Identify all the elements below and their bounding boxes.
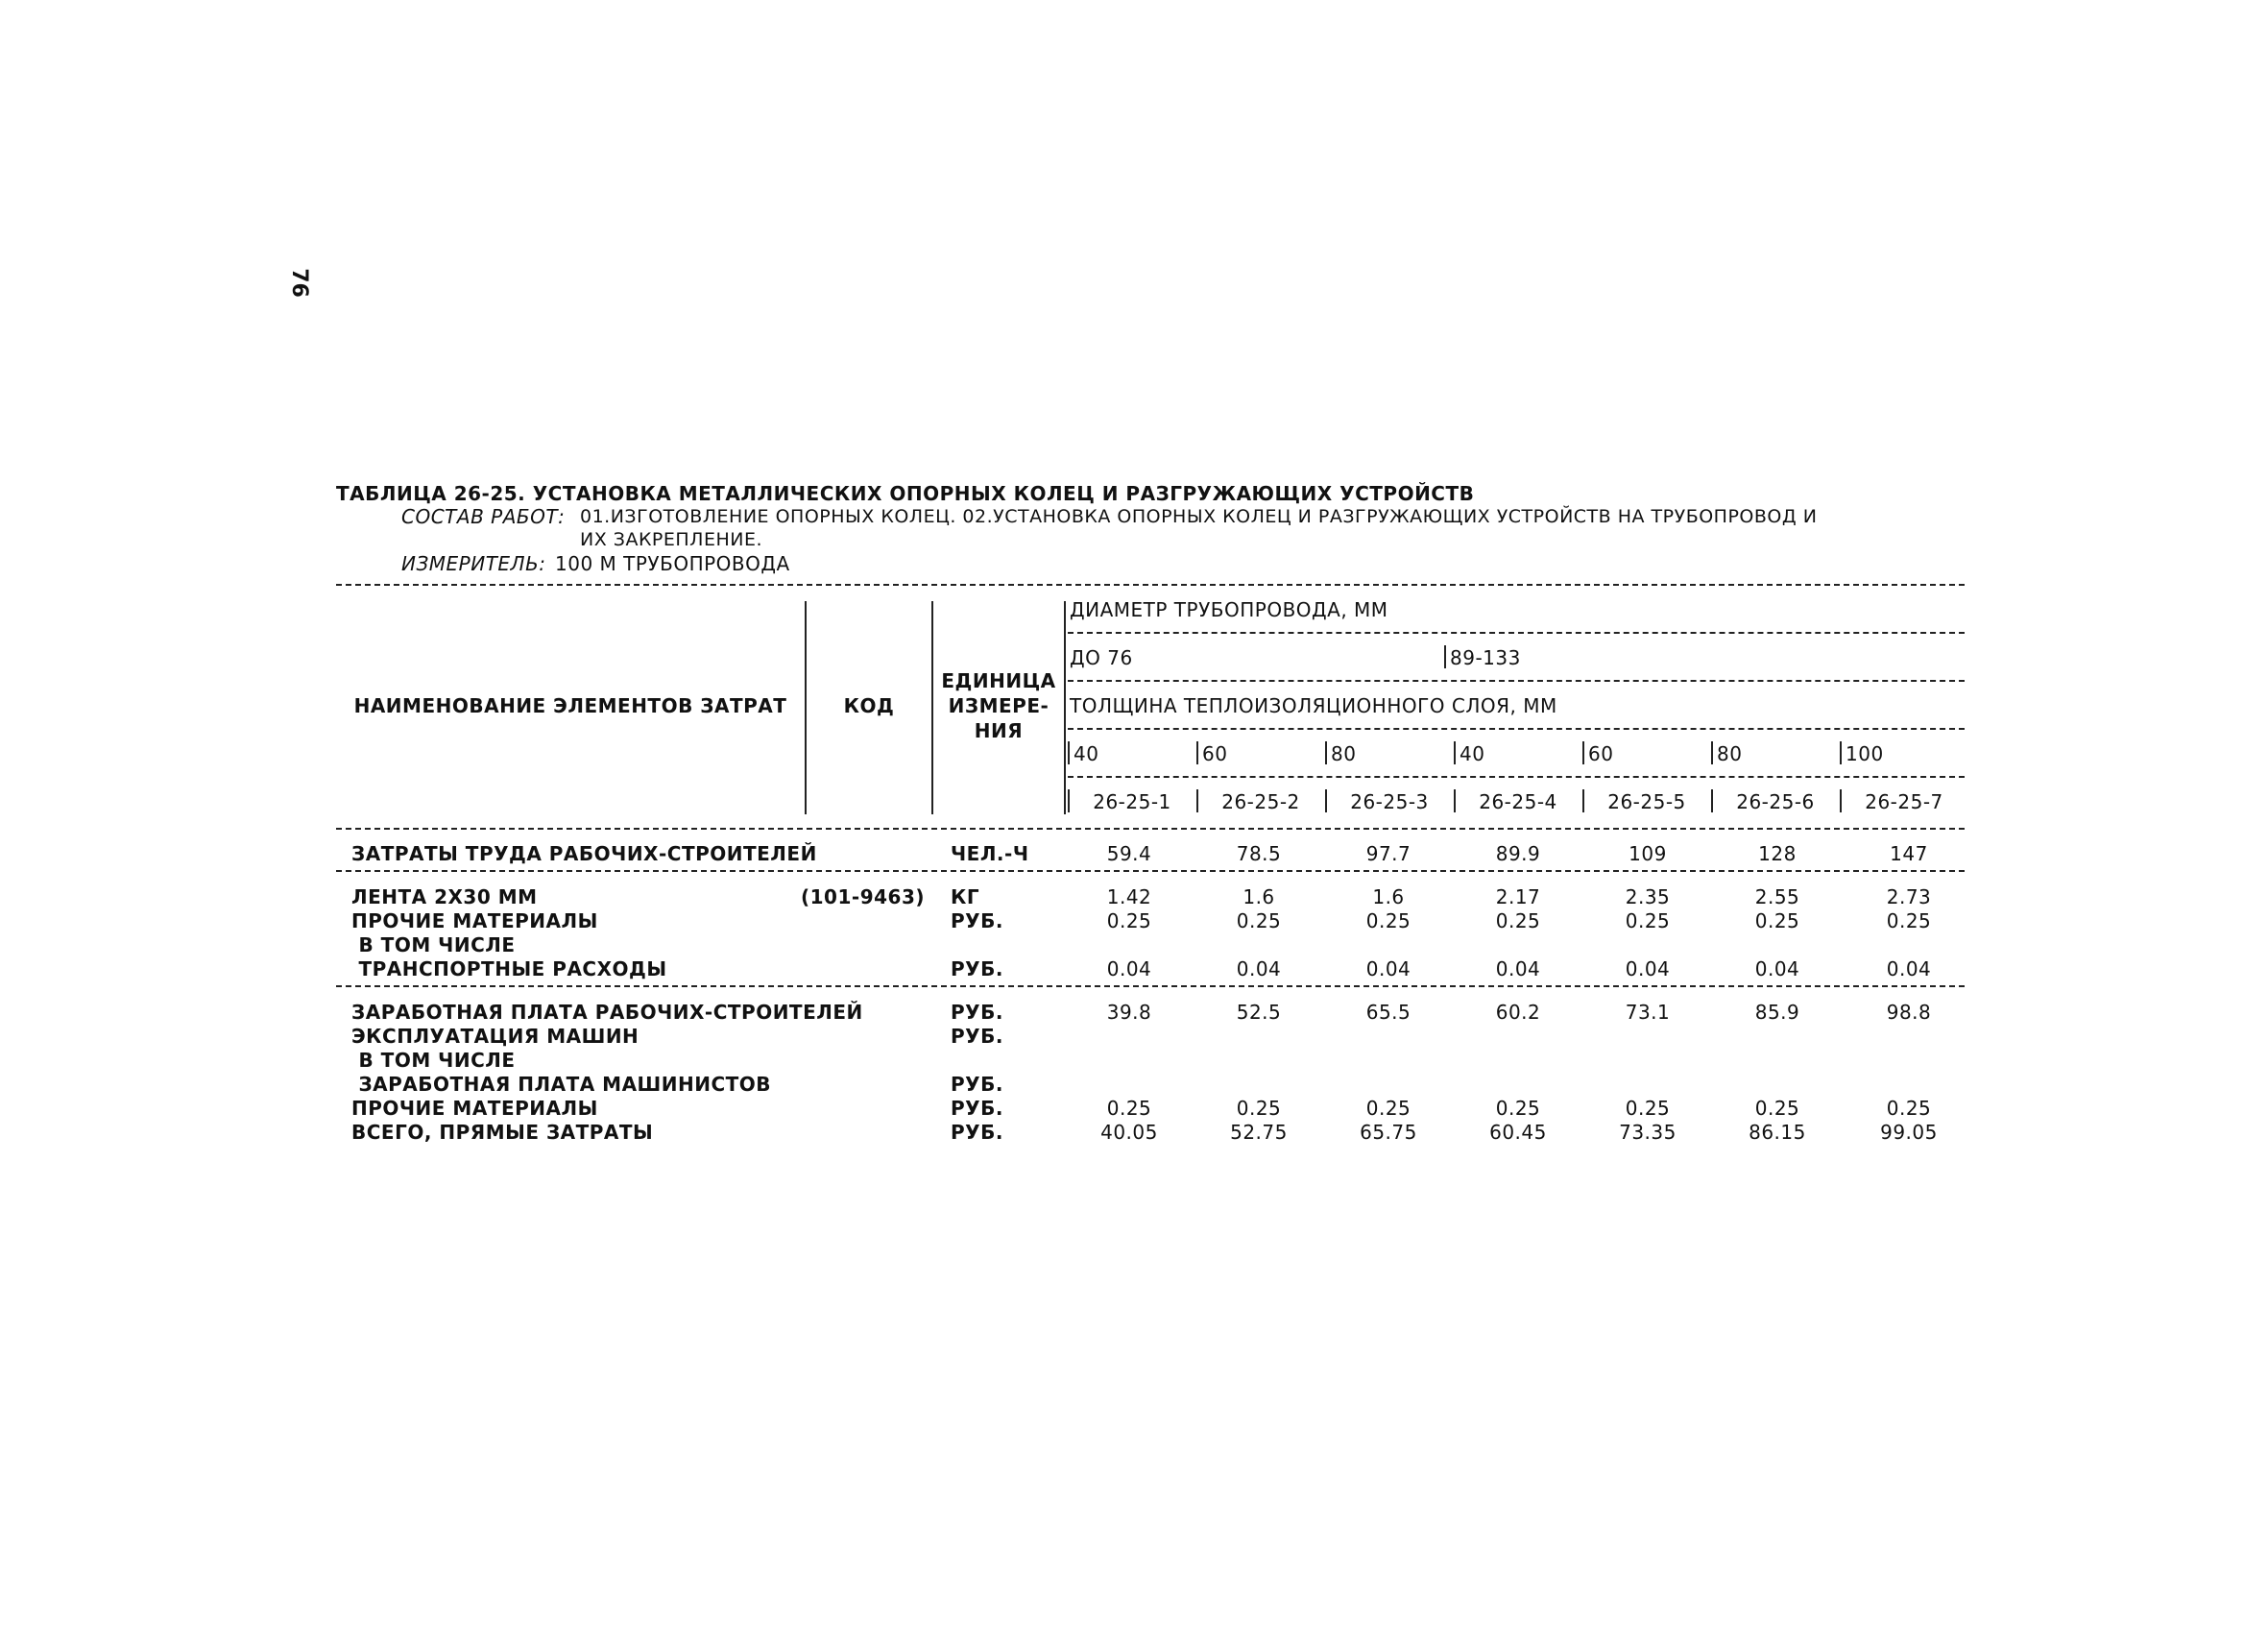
row-name: ЗАРАБОТНАЯ ПЛАТА МАШИНИСТОВ (351, 1073, 772, 1096)
row-value: 0.04 (1625, 957, 1671, 980)
row-value: 0.25 (1106, 1097, 1152, 1120)
row-value: 78.5 (1236, 842, 1282, 865)
row-value: 85.9 (1754, 1001, 1800, 1024)
head-diameter: ДИАМЕТР ТРУБОПРОВОДА, ММ (1070, 598, 1388, 621)
col-rule-unit (1064, 601, 1066, 814)
code-value: 26-25-1 (1093, 790, 1171, 813)
thickness-divider (1325, 741, 1327, 764)
row-value: 147 (1890, 842, 1928, 865)
thickness-divider (1840, 741, 1842, 764)
row-value: 97.7 (1365, 842, 1411, 865)
row-value: 0.25 (1236, 909, 1282, 932)
row-value: 99.05 (1880, 1121, 1938, 1144)
row-value: 60.45 (1489, 1121, 1547, 1144)
thickness-value: 100 (1846, 742, 1884, 765)
row-value: 0.25 (1495, 909, 1541, 932)
head-unit-line-1: ЕДИНИЦА (941, 669, 1056, 692)
row-value: 2.35 (1625, 885, 1671, 908)
row-value: 0.25 (1365, 1097, 1411, 1120)
row-value: 109 (1629, 842, 1667, 865)
head-name-col: НАИМЕНОВАНИЕ ЭЛЕМЕНТОВ ЗАТРАТ (353, 694, 787, 717)
work-text-line-2: ИХ ЗАКРЕПЛЕНИЕ. (580, 529, 763, 550)
head-dia-group-2: 89-133 (1450, 646, 1521, 669)
code-value: 26-25-5 (1607, 790, 1686, 813)
thickness-value: 80 (1331, 742, 1357, 765)
thickness-value: 60 (1588, 742, 1614, 765)
row-unit: РУБ. (951, 1025, 1003, 1048)
row-value: 73.35 (1619, 1121, 1677, 1144)
thickness-divider (1068, 741, 1070, 764)
thickness-divider (1711, 741, 1713, 764)
thickness-value: 40 (1460, 742, 1485, 765)
row-value: 39.8 (1106, 1001, 1152, 1024)
head-rule-4 (1068, 776, 1965, 778)
row-value: 65.75 (1360, 1121, 1417, 1144)
code-value: 26-25-2 (1221, 790, 1300, 813)
row-name: В ТОМ ЧИСЛЕ (351, 1049, 516, 1072)
code-value: 26-25-6 (1736, 790, 1815, 813)
row-value: 40.05 (1100, 1121, 1158, 1144)
row-value: 128 (1758, 842, 1797, 865)
row-unit: РУБ. (951, 1001, 1003, 1024)
dia-group-divider (1444, 645, 1446, 668)
head-rule-2 (1068, 680, 1965, 682)
row-value: 0.25 (1754, 909, 1800, 932)
row-value: 0.25 (1236, 1097, 1282, 1120)
row-value: 1.6 (1372, 885, 1405, 908)
row-code: (101-9463) (801, 885, 925, 908)
row-value: 89.9 (1495, 842, 1541, 865)
head-dia-group-1: ДО 76 (1070, 646, 1133, 669)
row-value: 0.25 (1886, 909, 1932, 932)
row-value: 60.2 (1495, 1001, 1541, 1024)
row-unit: РУБ. (951, 1073, 1003, 1096)
code-value: 26-25-3 (1350, 790, 1429, 813)
row-value: 98.8 (1886, 1001, 1932, 1024)
row-value: 65.5 (1365, 1001, 1411, 1024)
row-unit: РУБ. (951, 1121, 1003, 1144)
row-name: ВСЕГО, ПРЯМЫЕ ЗАТРАТЫ (351, 1121, 654, 1144)
row-value: 1.42 (1106, 885, 1152, 908)
row-name: ЗАРАБОТНАЯ ПЛАТА РАБОЧИХ-СТРОИТЕЛЕЙ (351, 1001, 863, 1024)
table-title: ТАБЛИЦА 26-25. УСТАНОВКА МЕТАЛЛИЧЕСКИХ ОПОРНЫХ КОЛЕЦ И РАЗГРУЖАЮЩИХ УСТРОЙСТВ (336, 482, 1475, 505)
head-rule-3 (1068, 728, 1965, 730)
row-value: 0.04 (1236, 957, 1282, 980)
head-bottom-rule (336, 828, 1965, 830)
row-name: ЗАТРАТЫ ТРУДА РАБОЧИХ-СТРОИТЕЛЕЙ (351, 842, 817, 865)
row-value: 86.15 (1749, 1121, 1806, 1144)
head-rule-1 (1068, 632, 1965, 634)
row-unit: РУБ. (951, 1097, 1003, 1120)
section-rule (336, 985, 1965, 987)
code-value: 26-25-7 (1865, 790, 1943, 813)
row-unit: ЧЕЛ.-Ч (951, 842, 1029, 865)
head-unit-line-2: ИЗМЕРЕ- (948, 694, 1050, 717)
head-unit-line-3: НИЯ (974, 719, 1024, 742)
row-name: В ТОМ ЧИСЛЕ (351, 933, 516, 956)
thickness-divider (1454, 741, 1456, 764)
row-value: 0.25 (1754, 1097, 1800, 1120)
row-value: 0.04 (1754, 957, 1800, 980)
row-unit: РУБ. (951, 909, 1003, 932)
row-value: 2.55 (1754, 885, 1800, 908)
work-label: СОСТАВ РАБОТ: (401, 505, 566, 528)
row-value: 0.04 (1365, 957, 1411, 980)
work-text-line-1: 01.ИЗГОТОВЛЕНИЕ ОПОРНЫХ КОЛЕЦ. 02.УСТАНОВКА ОПОРНЫХ КОЛЕЦ И РАЗГРУЖАЮЩИХ УСТРОЙСТВ НА ТРУБОПРОВОД И (580, 506, 1818, 527)
row-unit: КГ (951, 885, 980, 908)
row-value: 1.6 (1243, 885, 1275, 908)
row-value: 0.25 (1106, 909, 1152, 932)
section-rule (336, 870, 1965, 872)
table-top-rule (336, 584, 1965, 586)
row-value: 59.4 (1106, 842, 1152, 865)
meter-label: ИЗМЕРИТЕЛЬ: (401, 552, 546, 575)
thickness-divider (1196, 741, 1198, 764)
thickness-value: 40 (1074, 742, 1099, 765)
row-value: 0.25 (1365, 909, 1411, 932)
head-code-col: КОД (843, 694, 895, 717)
row-name: ЛЕНТА 2Х30 ММ (351, 885, 538, 908)
row-value: 2.73 (1886, 885, 1932, 908)
row-value: 0.25 (1886, 1097, 1932, 1120)
row-name: ТРАНСПОРТНЫЕ РАСХОДЫ (351, 957, 667, 980)
row-name: ПРОЧИЕ МАТЕРИАЛЫ (351, 1097, 598, 1120)
row-name: ПРОЧИЕ МАТЕРИАЛЫ (351, 909, 598, 932)
row-value: 0.25 (1625, 1097, 1671, 1120)
meter-text: 100 М ТРУБОПРОВОДА (555, 552, 790, 575)
code-value: 26-25-4 (1479, 790, 1557, 813)
page-number: 76 (286, 268, 311, 298)
head-thickness: ТОЛЩИНА ТЕПЛОИЗОЛЯЦИОННОГО СЛОЯ, ММ (1070, 694, 1557, 717)
thickness-value: 80 (1717, 742, 1743, 765)
row-value: 0.25 (1625, 909, 1671, 932)
row-value: 0.04 (1106, 957, 1152, 980)
row-value: 0.04 (1495, 957, 1541, 980)
row-value: 0.04 (1886, 957, 1932, 980)
thickness-divider (1582, 741, 1584, 764)
row-unit: РУБ. (951, 957, 1003, 980)
row-value: 2.17 (1495, 885, 1541, 908)
row-value: 0.25 (1495, 1097, 1541, 1120)
row-value: 52.75 (1230, 1121, 1288, 1144)
row-name: ЭКСПЛУАТАЦИЯ МАШИН (351, 1025, 639, 1048)
row-value: 52.5 (1236, 1001, 1282, 1024)
thickness-value: 60 (1202, 742, 1228, 765)
row-value: 73.1 (1625, 1001, 1671, 1024)
